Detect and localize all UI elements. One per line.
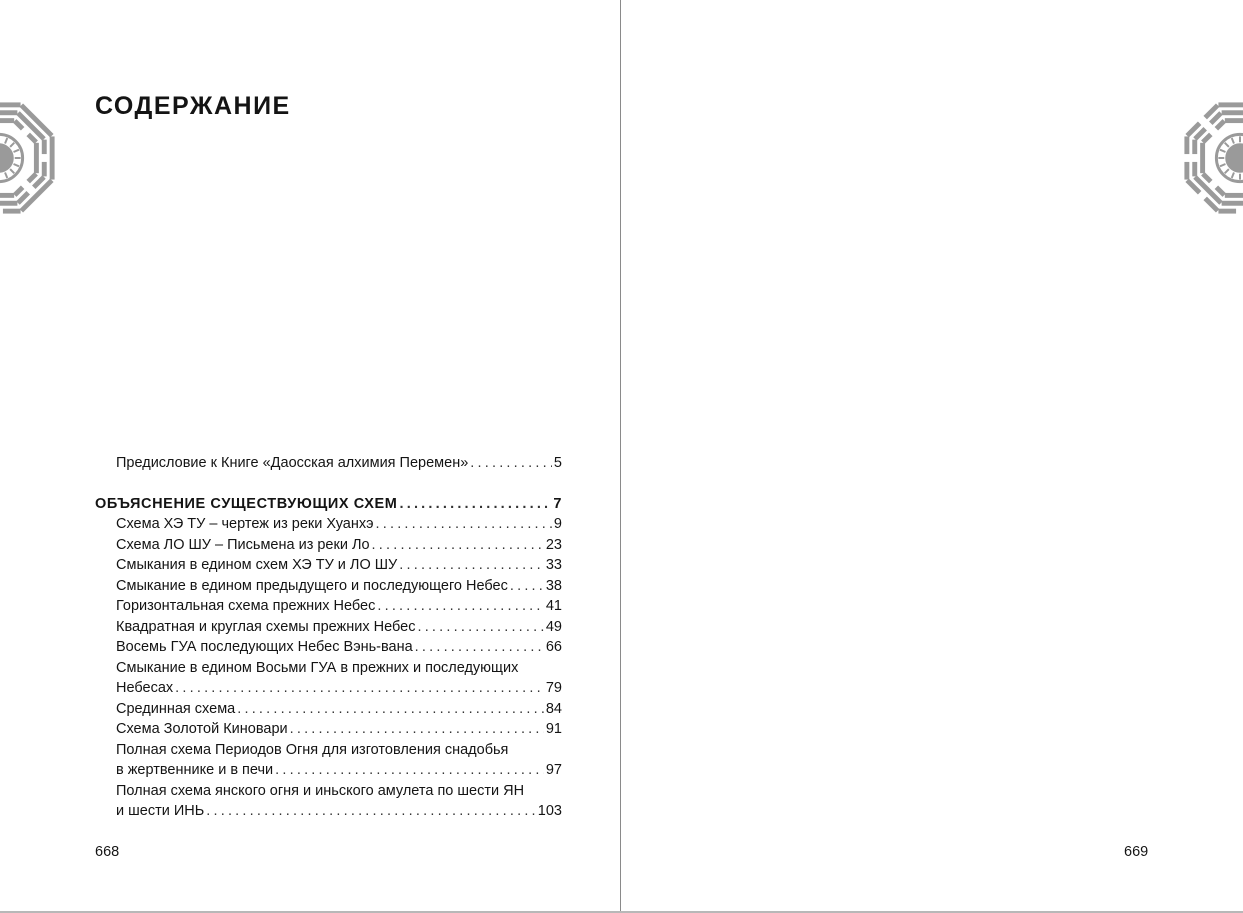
trigram-line (1184, 162, 1189, 180)
trigram-line (1218, 209, 1236, 214)
right-page (621, 0, 1243, 913)
center-tick (1220, 149, 1226, 153)
bagua-ornament-icon (0, 96, 60, 220)
trigram-line (42, 162, 47, 176)
page-number: 669 (1124, 844, 1149, 860)
toc-entry-page: 41 (545, 598, 562, 614)
leader-dots (372, 535, 544, 556)
leader-dots (417, 617, 543, 638)
trigram-line (1184, 136, 1189, 154)
toc-entry-page: 38 (545, 577, 562, 594)
toc-entry[interactable] (95, 699, 562, 720)
trigram-line (1225, 118, 1243, 123)
trigram-line (1192, 140, 1197, 154)
toc-entry-page: 66 (545, 639, 562, 655)
leader-dots (175, 678, 544, 699)
center-tick (1239, 136, 1241, 142)
trigram-line (1218, 102, 1243, 107)
leader-dots (377, 596, 543, 617)
page-number: 668 (95, 844, 120, 860)
toc-entry[interactable] (95, 617, 562, 638)
trigram-line (1225, 193, 1243, 198)
toc-section-heading[interactable] (95, 494, 562, 515)
center-tick (1218, 157, 1224, 159)
toc-entry-first-line[interactable]: Полная схема Периодов Огня для изготовления снадобья (116, 741, 509, 758)
center-tick (1231, 172, 1235, 178)
toc-left (95, 453, 562, 822)
toc-section-page: 7 (553, 495, 562, 512)
toc-entry[interactable] (95, 576, 562, 597)
center-tick (1239, 174, 1241, 180)
toc-entry-page: 23 (545, 536, 562, 553)
center-tick (15, 157, 21, 159)
toc-entry[interactable] (95, 637, 562, 658)
toc-entry-page: 5 (553, 455, 562, 471)
toc-entry-title: Схема Золотой Киновари (116, 721, 288, 737)
center-tick (4, 172, 8, 178)
toc-entry-title: Восемь ГУА последующих Небес Вэнь-вана (116, 639, 413, 655)
toc-entry-page: 84 (545, 700, 562, 717)
toc-entry[interactable] (95, 514, 562, 535)
center-tick (1220, 163, 1226, 167)
toc-entry[interactable] (95, 760, 562, 781)
trigram-line (1222, 201, 1243, 206)
toc-entry-title: и шести ИНЬ (116, 803, 205, 819)
toc-entry-title: Срединная схема (116, 700, 236, 717)
toc-entry-page: 79 (545, 680, 562, 696)
trigram-line (1192, 162, 1197, 176)
trigram-line (1200, 143, 1205, 173)
trigram-mark (0, 102, 21, 123)
trigram-line (3, 209, 21, 214)
leader-dots (510, 576, 544, 597)
toc-entry-title: Квадратная и круглая схемы прежних Небес (116, 618, 416, 635)
toc-entry[interactable] (95, 719, 562, 740)
toc-entry[interactable] (95, 678, 562, 699)
leader-dots (415, 637, 544, 658)
trigram-line (0, 201, 17, 206)
trigram-line (0, 118, 14, 123)
toc-entry-title: Смыкание в едином предыдущего и последующего Небес (116, 577, 508, 594)
toc-entry-title: Схема ЛО ШУ – Письмена из реки Ло (116, 536, 370, 553)
center-tick (1224, 142, 1230, 148)
toc-entry-title: Смыкания в едином схем ХЭ ТУ и ЛО ШУ (116, 557, 398, 573)
leader-dots (376, 514, 552, 535)
leader-dots (399, 555, 544, 576)
toc-entry-page: 33 (545, 557, 562, 573)
toc-entry-first-line[interactable]: Полная схема янского огня и иньского амулета по шести ЯН (116, 782, 525, 799)
toc-entry[interactable] (95, 555, 562, 576)
page-title: СОДЕРЖАНИЕ (95, 92, 291, 120)
toc-entry-title: Горизонтальная схема прежних Небес (116, 598, 376, 614)
trigram-mark (34, 136, 55, 179)
toc-entry[interactable] (95, 801, 562, 822)
trigram-line (0, 102, 21, 107)
trigram-line (0, 110, 17, 115)
trigram-line (34, 143, 39, 173)
center-tick (1231, 138, 1235, 144)
toc-entry-page: 91 (545, 721, 562, 737)
center-tick (9, 142, 15, 148)
left-page (0, 0, 620, 913)
toc-entry[interactable] (95, 535, 562, 556)
bagua-ornament-icon (1179, 96, 1243, 220)
toc-entry-title: в жертвеннике и в печи (116, 762, 274, 778)
toc-entry-title: Предисловие к Книге «Даосская алхимия Перемен» (116, 455, 469, 471)
trigram-line (0, 193, 14, 198)
center-tick (13, 163, 19, 167)
toc-entry-page: 49 (545, 618, 562, 635)
leader-dots (237, 699, 544, 720)
trigram-line (1222, 110, 1243, 115)
toc-entry-title: Схема ХЭ ТУ – чертеж из реки Хуанхэ (116, 516, 374, 532)
trigram-mark (1184, 136, 1205, 179)
toc-entry-page: 103 (537, 803, 562, 819)
trigram-mark (0, 193, 21, 214)
center-disc (0, 143, 14, 173)
toc-entry-page: 9 (553, 516, 562, 532)
center-tick (13, 149, 19, 153)
trigram-line (50, 136, 55, 179)
leader-dots (275, 760, 544, 781)
toc-entry-page: 97 (545, 762, 562, 778)
leader-dots (470, 453, 552, 474)
toc-section-title: ОБЪЯСНЕНИЕ СУЩЕСТВУЮЩИХ СХЕМ (95, 495, 398, 512)
center-tick (4, 138, 8, 144)
center-tick (9, 168, 15, 174)
leader-dots (290, 719, 544, 740)
toc-entry-first-line[interactable]: Смыкание в едином Восьми ГУА в прежних и последующих (116, 659, 519, 676)
toc-entry-title: Небесах (116, 680, 174, 696)
leader-dots (399, 494, 551, 515)
trigram-line (42, 140, 47, 154)
toc-entry-preface[interactable] (95, 453, 562, 474)
toc-entry[interactable] (95, 596, 562, 617)
center-disc (1225, 143, 1243, 173)
leader-dots (206, 801, 536, 822)
center-tick (1224, 168, 1230, 174)
